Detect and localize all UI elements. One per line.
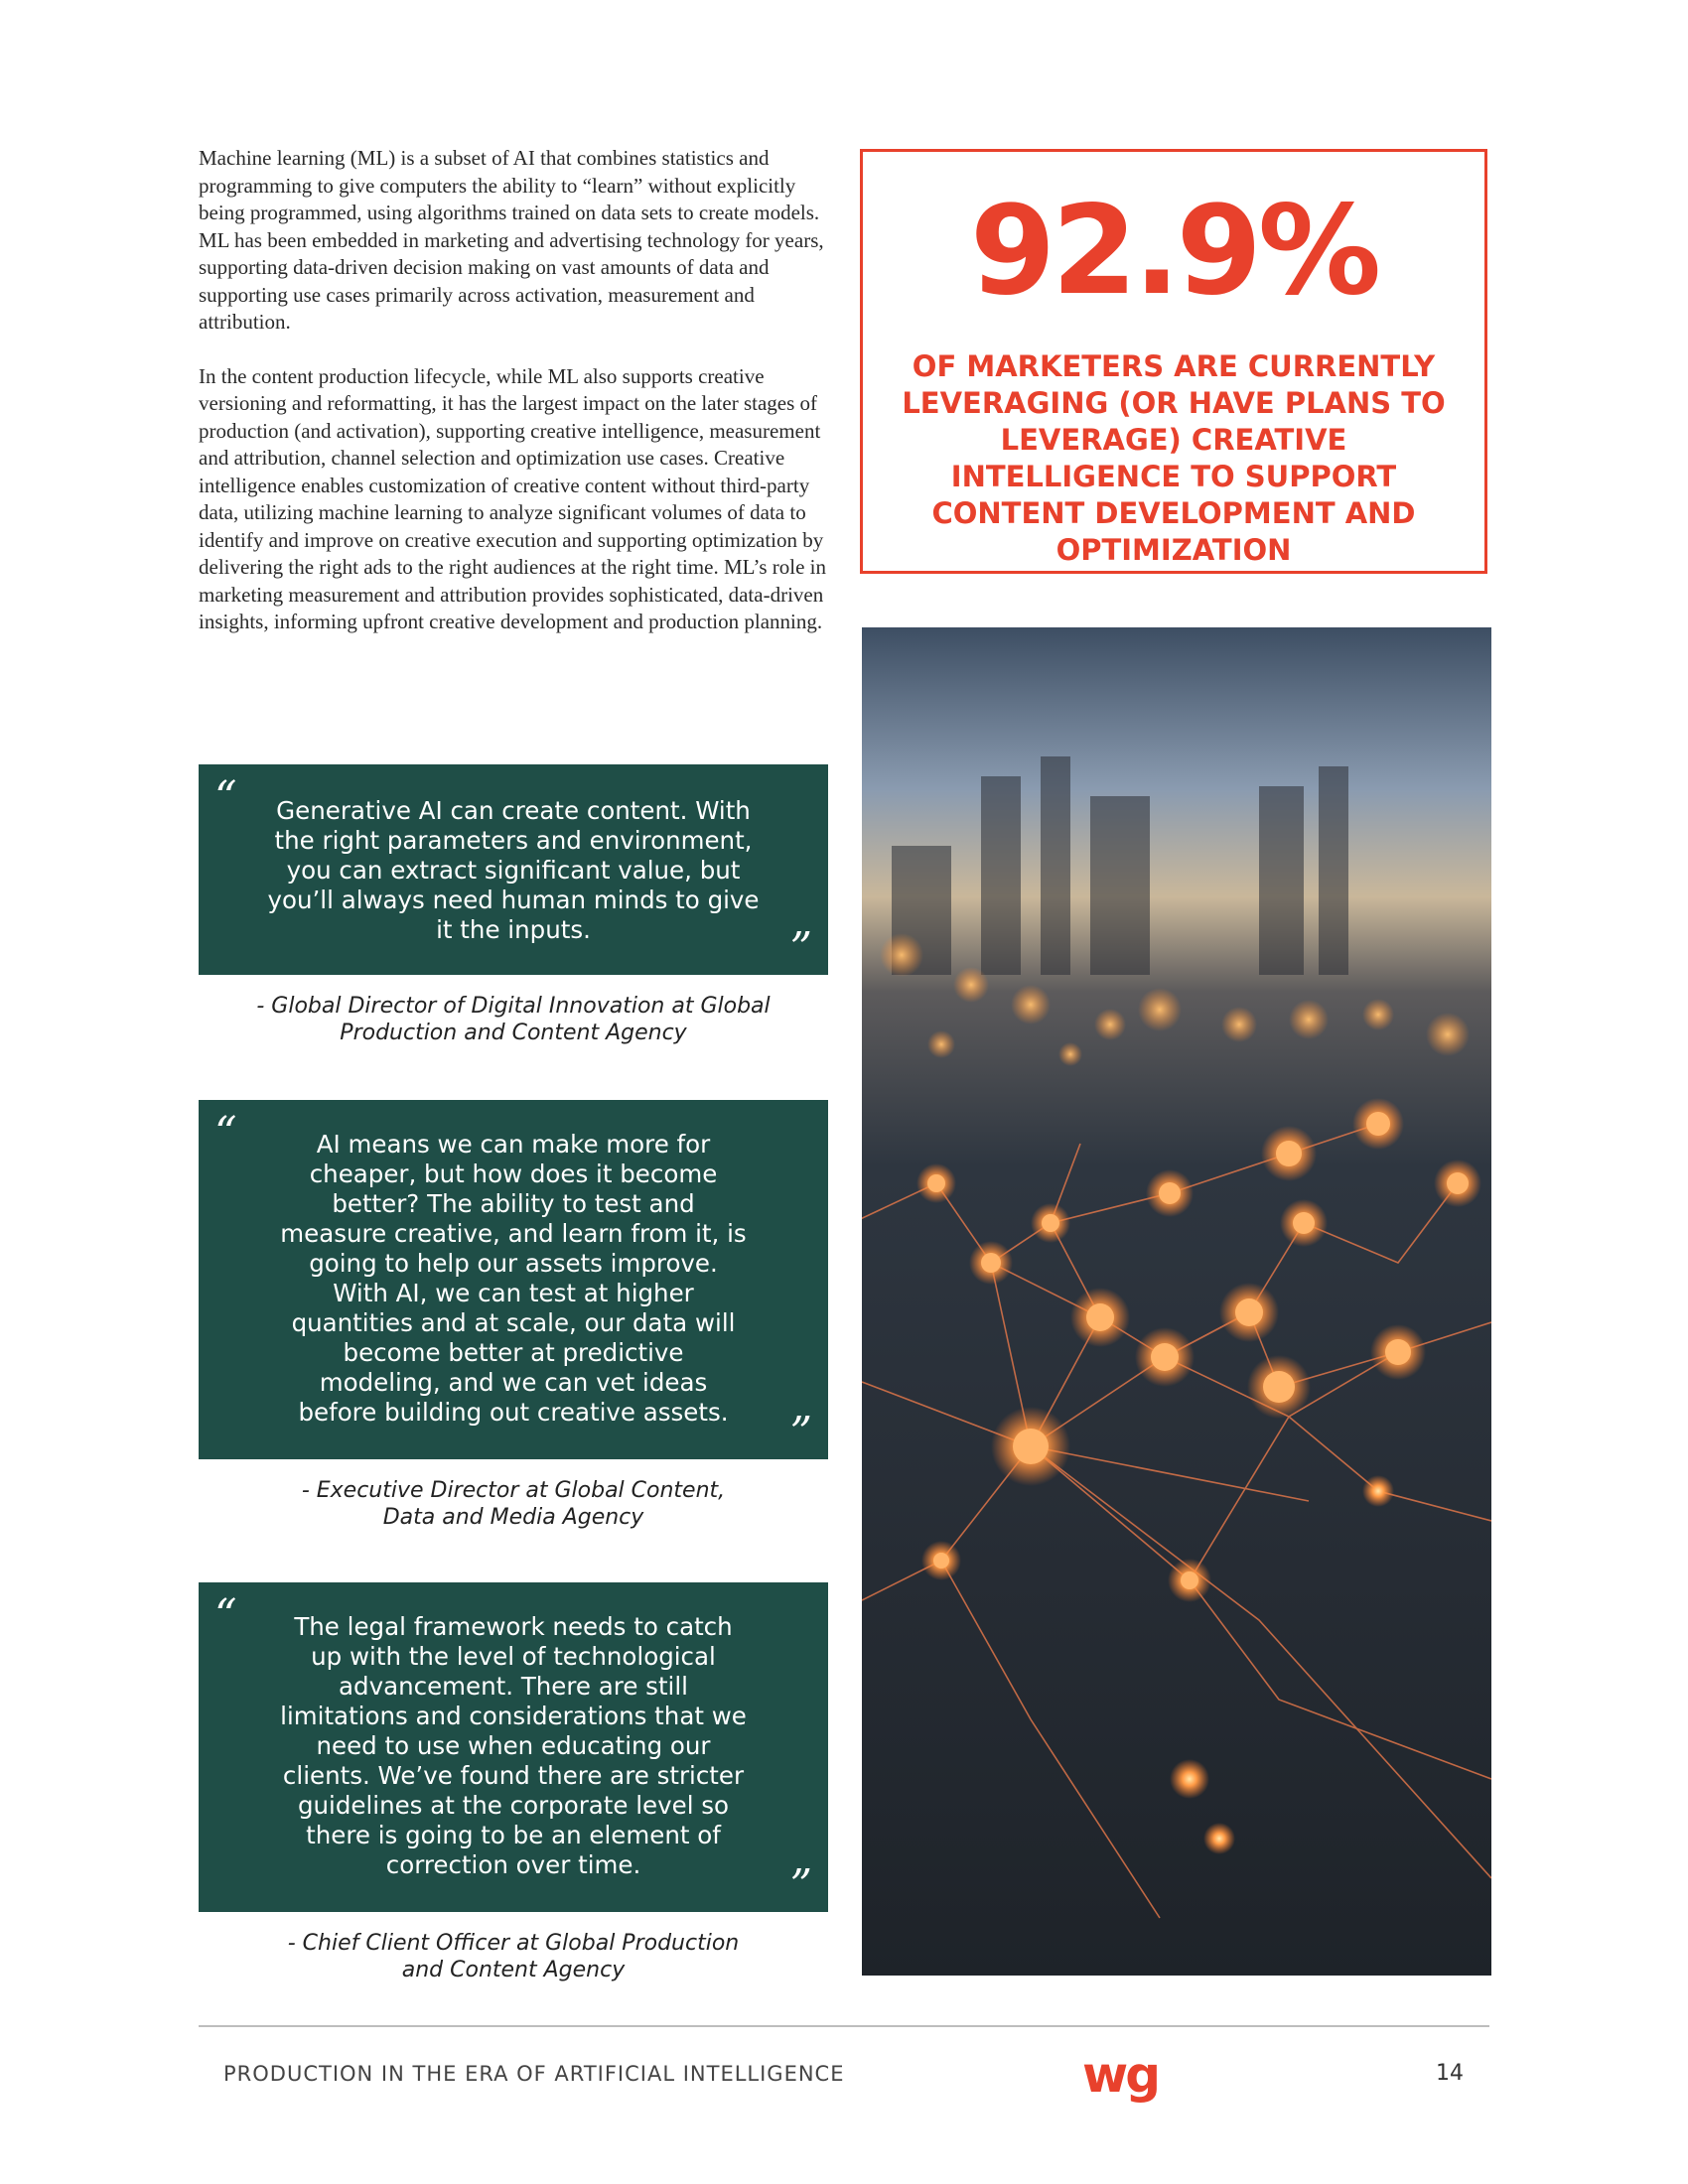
- footer-divider: [199, 2025, 1489, 2027]
- stat-label: OF MARKETERS ARE CURRENTLY LEVERAGING (OR HAVE PLANS TO LEVERAGE) CREATIVE INTELLIGENCE TO SUPPORT CONTENT DEVELOPMENT AND OPTIMIZATION: [902, 349, 1446, 567]
- wg-logo: wg: [1082, 2046, 1158, 2104]
- page-number: 14: [1436, 2061, 1464, 2086]
- body-text: [199, 145, 834, 663]
- quote-text-2: AI means we can make more for cheaper, but how does it become better? The ability to test and measure creative, and learn from it, is going to help our assets improve. With AI, we can test at higher quantities and at scale, our data will become better at predictive modeling, and we can vet ideas before building out creative assets.: [280, 1130, 747, 1427]
- quote-box-1: [199, 764, 828, 975]
- footer-title: PRODUCTION IN THE ERA OF ARTIFICIAL INTELLIGENCE: [223, 2062, 845, 2086]
- network-photo: [862, 627, 1491, 1976]
- quote-box-2: [199, 1100, 828, 1459]
- close-quote-icon: ”: [789, 923, 812, 974]
- quote-attribution-1: - Global Director of Digital Innovation at Global Production and Content Agency: [256, 994, 771, 1045]
- quote-box-3: [199, 1582, 828, 1912]
- stat-value: 92.9%: [969, 180, 1378, 323]
- open-quote-icon: “: [214, 772, 237, 823]
- body-paragraph-2: In the content production lifecycle, while ML also supports creative versioning and reformatting, it has the largest impact on the later stages of production (and activation), supporting creative intelligence, measurement and attribution, channel selection and optimization use cases. Creative intelligence enables customization of creative content without third-party data, utilizing machine learning to analyze significant volumes of data to identify and improve on creative execution and supporting optimization by delivering the right ads to the right audiences at the right time. ML’s role in marketing measurement and attribution provides sophisticated, data-driven insights, informing upfront creative development and production planning.: [199, 363, 826, 633]
- close-quote-icon: ”: [789, 1408, 812, 1458]
- quote-attribution-3: - Chief Client Officer at Global Production and Content Agency: [287, 1931, 740, 1982]
- body-paragraph-1: Machine learning (ML) is a subset of AI that combines statistics and programming to give computers the ability to “learn” without explicitly being programmed, using algorithms trained on data sets to create models. ML has been embedded in marketing and advertising technology for years, supporting data-driven decision making on vast amounts of data and supporting use cases primarily across activation, measurement and attribution.: [199, 146, 824, 334]
- quote-text-3: The legal framework needs to catch up with the level of technological advancement. There are still limitations and considerations that we need to use when educating our clients. We’ve found there are stricter guidelines at the corporate level so there is going to be an element of correction over time.: [280, 1612, 747, 1879]
- stat-callout: [860, 149, 1487, 574]
- quote-text-1: Generative AI can create content. With the right parameters and environment, you can extract significant value, but you’ll always need human minds to give it the inputs.: [267, 796, 760, 944]
- open-quote-icon: “: [214, 1108, 237, 1159]
- open-quote-icon: “: [214, 1590, 237, 1641]
- quote-attribution-2: - Executive Director at Global Content, Data and Media Agency: [301, 1478, 726, 1530]
- close-quote-icon: ”: [789, 1860, 812, 1911]
